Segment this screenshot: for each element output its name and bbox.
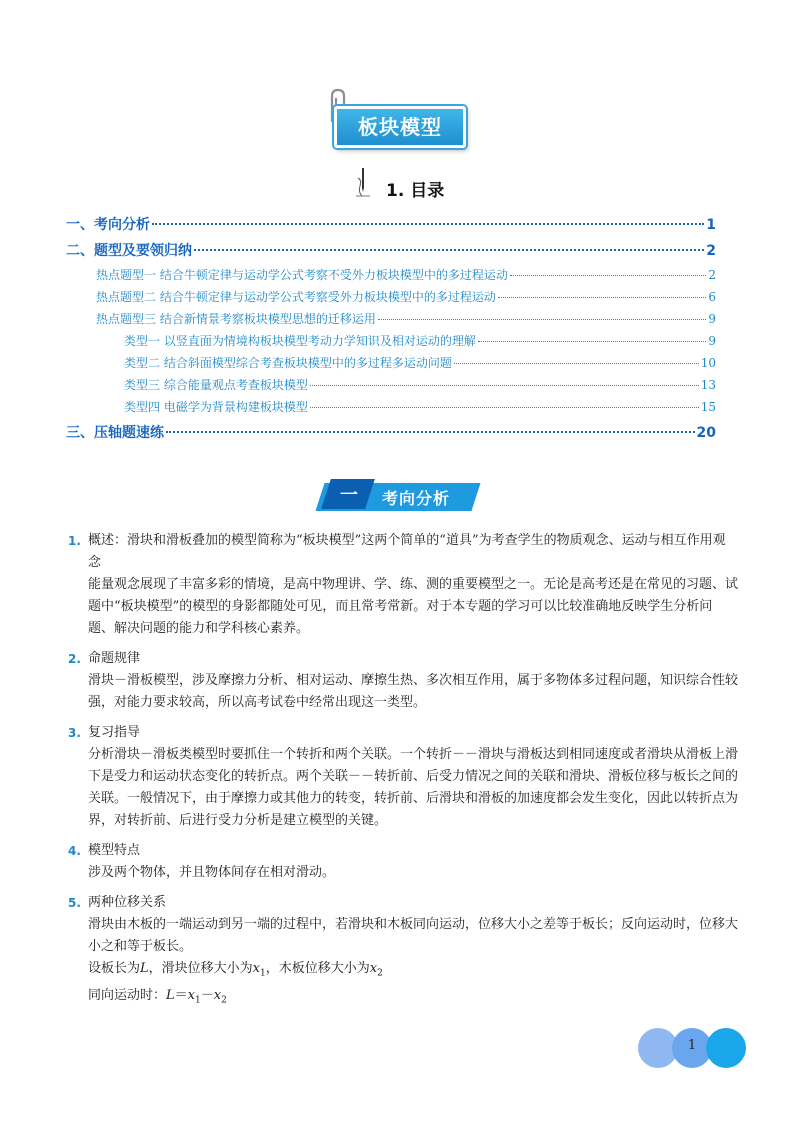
toc-entry-label: 二、题型及要领归纳 <box>66 243 192 259</box>
item-text: 滑块－滑板模型，涉及摩擦力分析、相对运动、摩擦生热、多次相互作用，属于多物体多过程问题，知识综合性较强，对能力要求较高，所以高考试卷中经常出现这一类型。 <box>88 673 739 710</box>
page-title: 板块模型 <box>334 106 466 148</box>
pen-icon <box>352 166 376 202</box>
toc-entry-page: 9 <box>708 334 716 348</box>
toc-entry-label: 热点题型三 结合新情景考察板块模型思想的迁移运用 <box>96 312 376 326</box>
section-number: 一 <box>340 485 358 506</box>
toc-entry-label: 类型四 电磁学为背景构建板块模型 <box>124 400 308 414</box>
toc-entry-page: 20 <box>696 425 716 441</box>
toc-entry-page: 1 <box>706 217 716 233</box>
item-heading: 两种位移关系 <box>88 895 167 910</box>
page-number: 1 <box>687 1038 697 1053</box>
toc-entry-page: 10 <box>700 356 716 370</box>
item-number: 3. <box>68 726 81 740</box>
list-item <box>68 530 738 640</box>
toc-entry[interactable] <box>96 266 716 283</box>
section-title: 考向分析 <box>382 489 451 508</box>
item-number: 1. <box>68 534 81 548</box>
toc-entry-page: 6 <box>708 290 716 304</box>
item-text: 滑块由木板的一端运动到另一端的过程中，若滑块和木板同向运动，位移大小之差等于板长；反向运动时，位移大小之和等于板长。 <box>88 917 739 954</box>
item-heading: 命题规律 <box>88 651 141 666</box>
toc-heading <box>352 166 472 202</box>
body-list <box>68 530 738 1019</box>
toc-entry-page: 13 <box>700 378 716 392</box>
item-text: 涉及两个物体，并且物体间存在相对滑动。 <box>88 865 336 880</box>
item-formula-line: 同向运动时：$L=x_1-x_2$ <box>88 987 227 1006</box>
page-number-badge <box>638 1028 752 1068</box>
toc-entry-page: 9 <box>708 312 716 326</box>
toc-entry[interactable] <box>124 354 716 371</box>
toc-entry-label: 热点题型一 结合牛顿定律与运动学公式考察不受外力板块模型中的多过程运动 <box>96 268 508 282</box>
item-number: 4. <box>68 844 81 858</box>
toc-entry-label: 热点题型二 结合牛顿定律与运动学公式考察受外力板块模型中的多过程运动 <box>96 290 496 304</box>
list-item <box>68 892 738 1011</box>
item-formula-line: 设板长为L，滑块位移大小为$x_1$，木板位移大小为$x_2$ <box>88 961 383 979</box>
item-text: 概述：滑块和滑板叠加的模型简称为“板块模型”这两个简单的“道具”为考查学生的物质观念、运动与相互作用观念 <box>88 533 726 570</box>
toc-entry[interactable] <box>124 332 716 349</box>
list-item <box>68 648 738 714</box>
section-banner <box>320 483 480 511</box>
toc-entry[interactable] <box>66 422 716 442</box>
item-text: 分析滑块－滑板类模型时要抓住一个转折和两个关联。一个转折－－滑块与滑板达到相同速度或者滑块从滑板上滑下是受力和运动状态变化的转折点。两个关联－－转折前、后受力情况之间的关联和滑块、滑板位移与板长之间的关联。一般情况下，由于摩擦力或其他力的转变，转折前、后滑块和滑板的加速度都会发生变化，因此以转折点为界，对转折前、后进行受力分析是建立模型的关键。 <box>88 747 739 828</box>
toc-entry-label: 三、压轴题速练 <box>66 425 164 441</box>
toc-entry[interactable] <box>124 398 716 415</box>
toc-entry[interactable] <box>66 214 716 234</box>
item-heading: 模型特点 <box>88 843 141 858</box>
toc-entry-page: 15 <box>700 400 716 414</box>
item-heading: 复习指导 <box>88 725 141 740</box>
toc-entry[interactable] <box>96 288 716 305</box>
list-item <box>68 840 738 884</box>
toc-title: 1. 目录 <box>386 181 445 201</box>
toc-entry-label: 类型三 综合能量观点考查板块模型 <box>124 378 308 392</box>
title-badge-wrap <box>330 100 464 146</box>
toc-entry-label: 类型二 结合斜面模型综合考查板块模型中的多过程多运动问题 <box>124 356 452 370</box>
item-number: 2. <box>68 652 81 666</box>
toc-entry-page: 2 <box>706 243 716 259</box>
toc-entry[interactable] <box>96 310 716 327</box>
list-item <box>68 722 738 832</box>
item-text: 能量观念展现了丰富多彩的情境，是高中物理讲、学、练、测的重要模型之一。无论是高考还是在常见的习题、试题中“板块模型”的模型的身影都随处可见，而且常考常新。对于本专题的学习可以比较准确地反映学生分析问题、解决问题的能力和学科核心素养。 <box>88 577 739 636</box>
toc-entry[interactable] <box>124 376 716 393</box>
toc-entry-label: 一、考向分析 <box>66 217 150 233</box>
item-number: 5. <box>68 896 81 910</box>
toc-entry-label: 类型一 以竖直面为情境构板块模型考动力学知识及相对运动的理解 <box>124 334 476 348</box>
toc-entry-page: 2 <box>708 268 716 282</box>
toc-entry[interactable] <box>66 240 716 260</box>
